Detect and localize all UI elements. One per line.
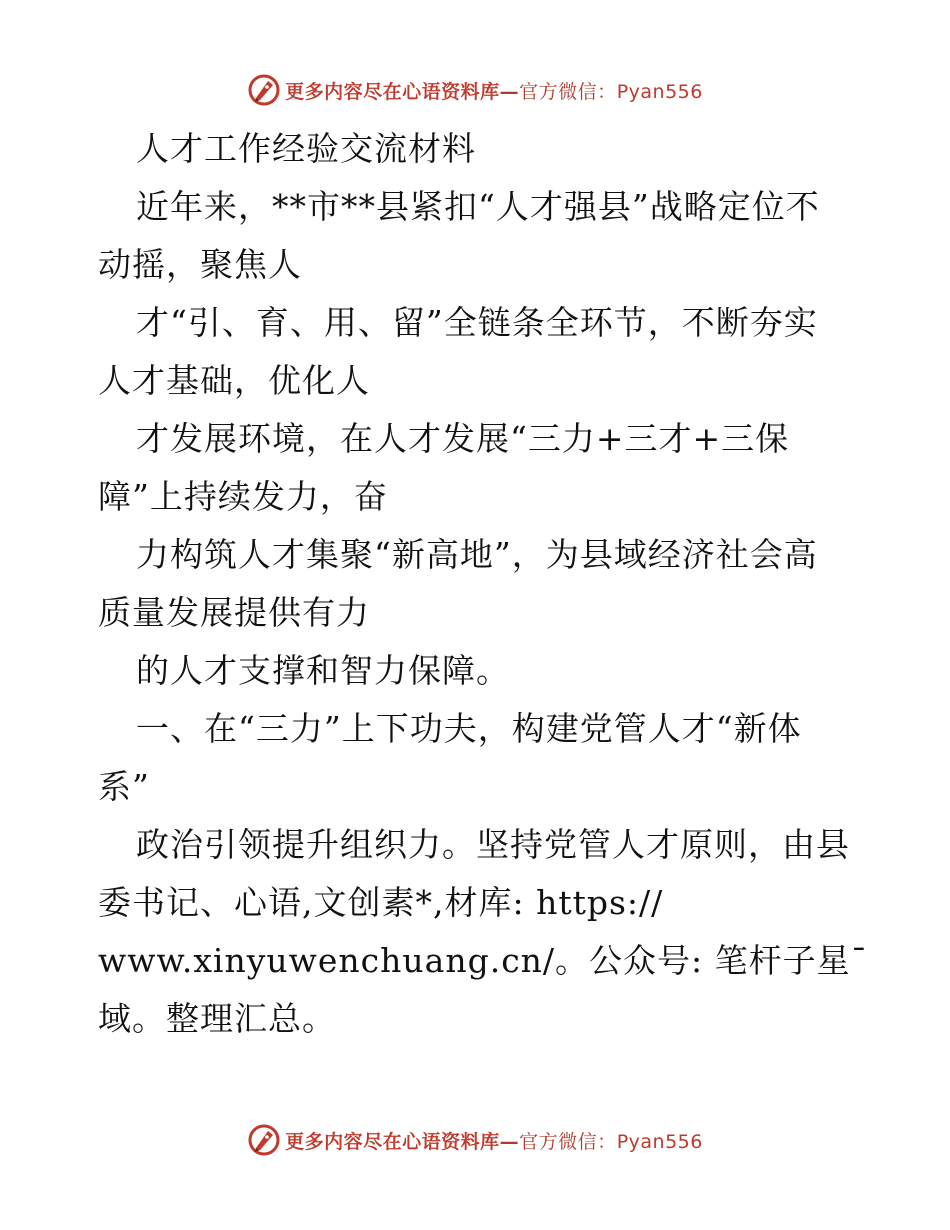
paragraph-line: 才发展环境，在人才发展“三力+三才+三保 [136, 419, 790, 458]
banner-site-text: 更多内容尽在心语资料库 [285, 80, 500, 103]
paragraph-line: 委书记、心语,文创素*,材库: https:// [98, 883, 664, 922]
banner-dash: — [499, 80, 520, 103]
paragraph-line: www.xinyuwenchuang.cn/。公众号: 笔杆子星¯ [98, 941, 869, 980]
banner-wechat-account: Pyan556 [616, 1130, 703, 1153]
banner-wechat-label: 官方微信： [519, 80, 617, 103]
paragraph-line: 才“引、育、用、留”全链条全环节，不断夯实 [136, 303, 818, 342]
header-banner [0, 70, 950, 110]
banner-site-text: 更多内容尽在心语资料库 [285, 1130, 500, 1153]
paragraph-line: 域。整理汇总。 [98, 999, 336, 1038]
paragraph-line: 动摇，聚焦人 [98, 245, 302, 284]
section-heading-continuation: 系” [98, 767, 150, 806]
pen-nib-logo-icon [247, 73, 281, 107]
footer-banner [0, 1120, 950, 1160]
banner-wechat-account: Pyan556 [616, 80, 703, 103]
paragraph-line: 人才基础，优化人 [98, 361, 370, 400]
banner-text [285, 77, 703, 104]
document-title: 人才工作经验交流材料 [136, 129, 476, 168]
paragraph-line: 政治引领提升组织力。坚持党管人才原则，由县 [136, 825, 850, 864]
section-heading: 一、在“三力”上下功夫，构建党管人才“新体 [136, 709, 802, 748]
paragraph-line: 的人才支撑和智力保障。 [136, 651, 510, 690]
banner-dash: — [499, 1130, 520, 1153]
paragraph-line: 质量发展提供有力 [98, 593, 370, 632]
paragraph-line: 力构筑人才集聚“新高地”，为县域经济社会高 [136, 535, 818, 574]
banner-text [285, 1127, 703, 1154]
banner-wechat-label: 官方微信： [519, 1130, 617, 1153]
paragraph-line: 近年来，**市**县紧扣“人才强县”战略定位不 [136, 187, 820, 226]
paragraph-line: 障”上持续发力，奋 [98, 477, 388, 516]
pen-nib-logo-icon [247, 1123, 281, 1157]
